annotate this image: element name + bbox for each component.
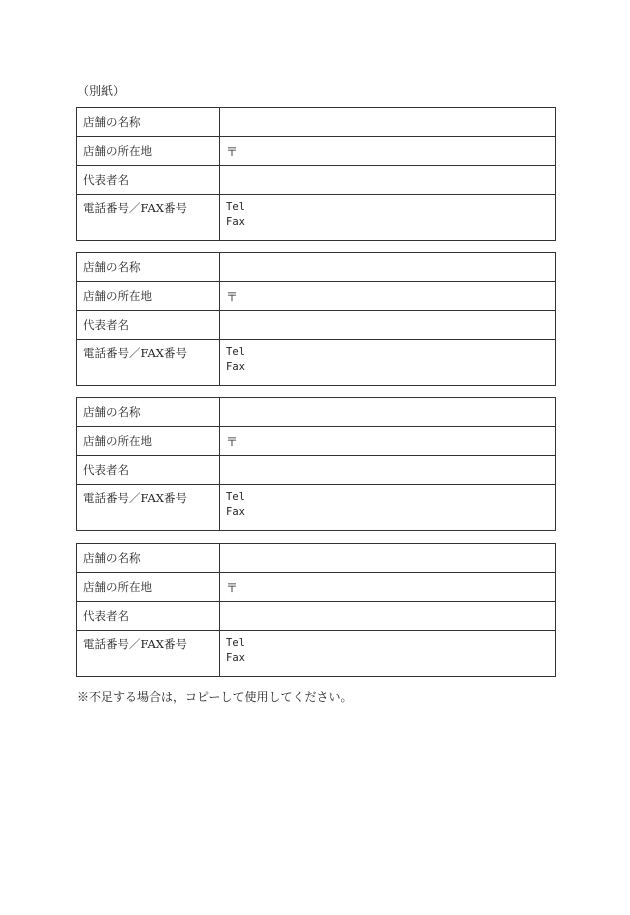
phone-fax-label: 電話番号／FAX番号 — [77, 631, 220, 677]
store-name-field[interactable] — [220, 253, 556, 282]
representative-label: 代表者名 — [77, 602, 220, 631]
tel-label: Tel — [226, 346, 245, 358]
tel-label: Tel — [226, 637, 245, 649]
store-address-field[interactable] — [220, 137, 556, 166]
store-name-field[interactable] — [220, 108, 556, 137]
store-address-field[interactable] — [220, 573, 556, 602]
row-phone-fax — [77, 631, 556, 677]
representative-field[interactable] — [220, 166, 556, 195]
row-representative — [77, 602, 556, 631]
row-store-name — [77, 253, 556, 282]
store-info-table-4 — [76, 543, 556, 677]
fax-label: Fax — [226, 652, 245, 664]
row-store-name — [77, 544, 556, 573]
store-address-label: 店舗の所在地 — [77, 282, 220, 311]
tel-label: Tel — [226, 491, 245, 503]
row-store-address — [77, 427, 556, 456]
store-address-label: 店舗の所在地 — [77, 137, 220, 166]
postal-mark: 〒 — [226, 144, 239, 159]
row-phone-fax — [77, 340, 556, 386]
row-store-name — [77, 398, 556, 427]
row-store-address — [77, 137, 556, 166]
row-representative — [77, 166, 556, 195]
store-address-label: 店舗の所在地 — [77, 573, 220, 602]
row-representative — [77, 456, 556, 485]
phone-fax-field[interactable] — [220, 195, 556, 241]
store-name-field[interactable] — [220, 544, 556, 573]
representative-field[interactable] — [220, 456, 556, 485]
postal-mark: 〒 — [226, 580, 239, 595]
store-name-label: 店舗の名称 — [77, 398, 220, 427]
store-name-label: 店舗の名称 — [77, 544, 220, 573]
fax-label: Fax — [226, 216, 245, 228]
representative-label: 代表者名 — [77, 166, 220, 195]
store-info-table-2 — [76, 252, 556, 386]
fax-label: Fax — [226, 506, 245, 518]
row-representative — [77, 311, 556, 340]
representative-field[interactable] — [220, 602, 556, 631]
store-name-label: 店舗の名称 — [77, 108, 220, 137]
phone-fax-label: 電話番号／FAX番号 — [77, 195, 220, 241]
phone-fax-field[interactable] — [220, 340, 556, 386]
store-name-label: 店舗の名称 — [77, 253, 220, 282]
copy-note: ※不足する場合は，コピーして使用してください。 — [77, 690, 353, 704]
representative-label: 代表者名 — [77, 311, 220, 340]
row-phone-fax — [77, 485, 556, 531]
appendix-label: （別紙） — [77, 84, 126, 98]
row-store-name — [77, 108, 556, 137]
store-address-label: 店舗の所在地 — [77, 427, 220, 456]
row-phone-fax — [77, 195, 556, 241]
store-address-field[interactable] — [220, 427, 556, 456]
phone-fax-field[interactable] — [220, 485, 556, 531]
fax-label: Fax — [226, 361, 245, 373]
store-info-table-1 — [76, 107, 556, 241]
tel-label: Tel — [226, 201, 245, 213]
store-info-table-3 — [76, 397, 556, 531]
postal-mark: 〒 — [226, 289, 239, 304]
row-store-address — [77, 573, 556, 602]
row-store-address — [77, 282, 556, 311]
phone-fax-label: 電話番号／FAX番号 — [77, 340, 220, 386]
phone-fax-field[interactable] — [220, 631, 556, 677]
representative-label: 代表者名 — [77, 456, 220, 485]
store-name-field[interactable] — [220, 398, 556, 427]
phone-fax-label: 電話番号／FAX番号 — [77, 485, 220, 531]
store-address-field[interactable] — [220, 282, 556, 311]
postal-mark: 〒 — [226, 434, 239, 449]
representative-field[interactable] — [220, 311, 556, 340]
